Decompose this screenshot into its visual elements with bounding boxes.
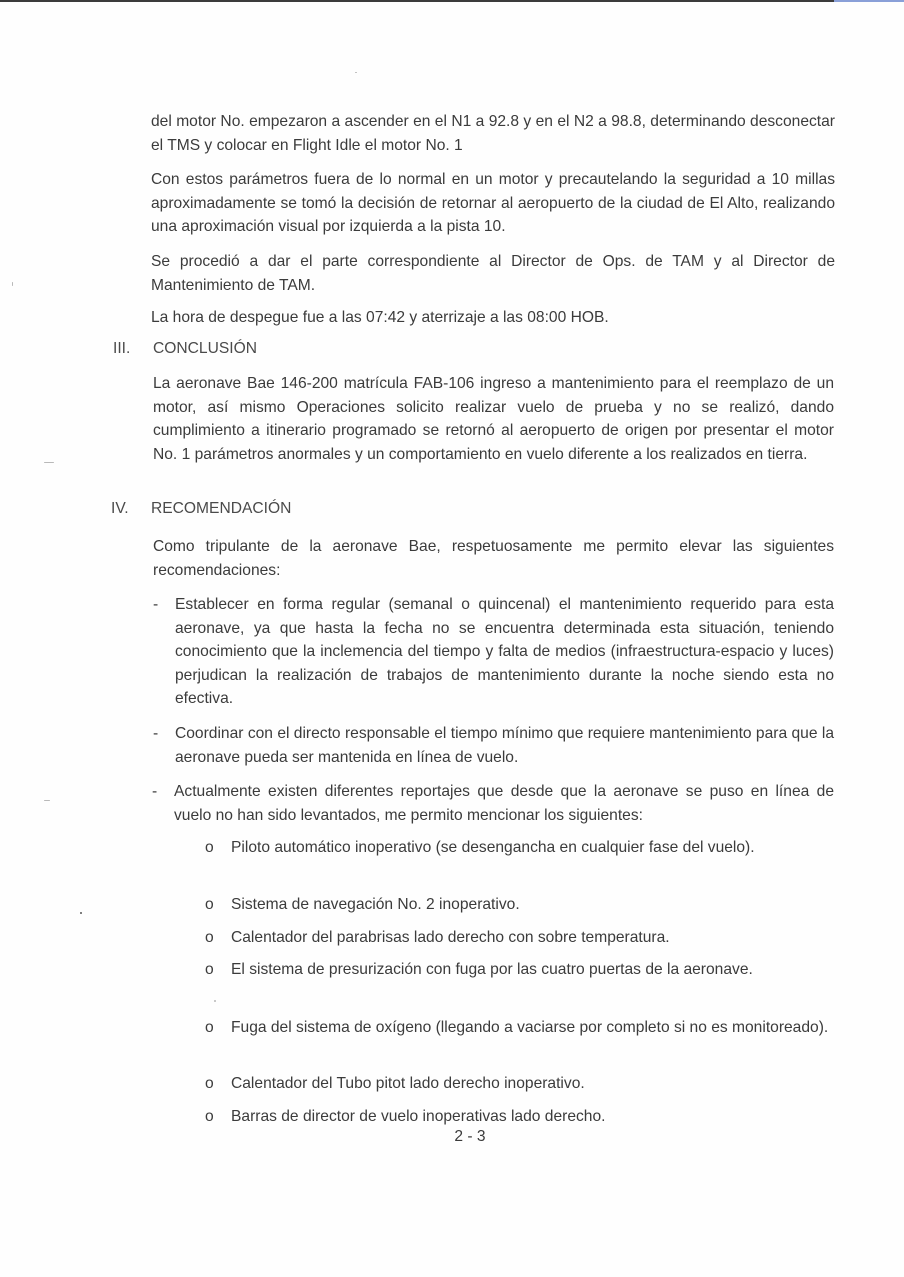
reported-issue-item bbox=[205, 836, 834, 860]
paper-speck bbox=[44, 462, 54, 463]
paper-speck bbox=[355, 72, 357, 73]
dash-marker: - bbox=[153, 725, 159, 742]
paper-speck bbox=[80, 912, 82, 914]
paragraph-times: La hora de despegue fue a las 07:42 y aterrizaje a las 08:00 HOB. bbox=[151, 309, 609, 326]
paragraph-return-decision: Con estos parámetros fuera de lo normal en un motor y precautelando la seguridad a 10 millas aproximadamente se tomó la decisión de retornar al aeropuerto de la ciudad de El Alto, realizando una aproximación visual por izquierda a la pista 10. bbox=[151, 171, 835, 235]
reported-issue-text: Barras de director de vuelo inoperativas lado derecho. bbox=[231, 1108, 606, 1125]
section-title: CONCLUSIÓN bbox=[153, 340, 257, 357]
reported-issue-text: Sistema de navegación No. 2 inoperativo. bbox=[231, 896, 520, 913]
recommendation-item bbox=[152, 780, 834, 827]
dash-marker: - bbox=[153, 596, 159, 613]
reported-issue-text: Fuga del sistema de oxígeno (llegando a vaciarse por completo si no es monitoreado). bbox=[231, 1019, 829, 1036]
reported-issue-item bbox=[205, 1105, 834, 1129]
reported-issue-item bbox=[205, 1016, 834, 1040]
reported-issue-item bbox=[205, 958, 834, 982]
paragraph-engine-parameters: del motor No. empezaron a ascender en el N1 a 92.8 y en el N2 a 98.8, determinando desconectar el TMS y colocar en Flight Idle el motor No. 1 bbox=[151, 113, 835, 154]
circle-bullet: o bbox=[205, 1108, 214, 1125]
reported-issue-item bbox=[205, 926, 834, 950]
reported-issue-text: El sistema de presurización con fuga por las cuatro puertas de la aeronave. bbox=[231, 961, 753, 978]
paragraph-report: Se procedió a dar el parte correspondiente al Director de Ops. de TAM y al Director de Mantenimiento de TAM. bbox=[151, 253, 835, 294]
reported-issue-item bbox=[205, 893, 834, 917]
paper-speck bbox=[44, 800, 50, 801]
top-edge-rule bbox=[0, 0, 904, 2]
section-number: III. bbox=[113, 340, 131, 357]
section-number: IV. bbox=[111, 500, 129, 517]
recommendation-item bbox=[153, 722, 834, 769]
section-title: RECOMENDACIÓN bbox=[151, 500, 292, 517]
section-conclusion-heading bbox=[113, 338, 513, 360]
paper-speck bbox=[12, 282, 13, 286]
recommendation-item-text: Actualmente existen diferentes reportajes que desde que la aeronave se puso en línea de vuelo no han sido levantados, me permito mencionar los siguientes: bbox=[174, 783, 834, 824]
section-recommendation-heading bbox=[111, 498, 511, 520]
conclusion-text: La aeronave Bae 146-200 matrícula FAB-106 ingreso a mantenimiento para el reemplazo de un motor, así mismo Operaciones solicito realizar vuelo de prueba y no se realizó, dando cumplimiento a itinerario programado se retornó al aeropuerto de origen por presentar el motor No. 1 parámetros anormales y un comportamiento en vuelo diferente a los realizados en tierra. bbox=[153, 375, 834, 463]
dash-marker: - bbox=[152, 783, 158, 800]
circle-bullet: o bbox=[205, 1075, 214, 1092]
circle-bullet: o bbox=[205, 961, 214, 978]
circle-bullet: o bbox=[205, 929, 214, 946]
recommendation-item-text: Establecer en forma regular (semanal o quincenal) el mantenimiento requerido para esta aeronave, ya que hasta la fecha no se encuentra determinada esta situación, teniendo conocimiento que la inclemencia del tiempo y falta de medios (infraestructura-espacio y luces) perjudican la realización de trabajos de mantenimiento durante la noche siendo esta no efectiva. bbox=[175, 596, 834, 707]
top-edge-tint bbox=[834, 0, 904, 2]
circle-bullet: o bbox=[205, 896, 214, 913]
reported-issue-text: Calentador del parabrisas lado derecho con sobre temperatura. bbox=[231, 929, 670, 946]
paper-speck bbox=[214, 1000, 216, 1002]
circle-bullet: o bbox=[205, 1019, 214, 1036]
reported-issue-text: Piloto automático inoperativo (se desengancha en cualquier fase del vuelo). bbox=[231, 839, 755, 856]
recommendation-intro: Como tripulante de la aeronave Bae, respetuosamente me permito elevar las siguientes recomendaciones: bbox=[153, 538, 834, 579]
reported-issue-item bbox=[205, 1072, 834, 1096]
recommendation-item bbox=[153, 593, 834, 711]
circle-bullet: o bbox=[205, 839, 214, 856]
recommendation-item-text: Coordinar con el directo responsable el tiempo mínimo que requiere mantenimiento para que la aeronave pueda ser mantenida en línea de vuelo. bbox=[175, 725, 834, 766]
page-number: 2 - 3 bbox=[454, 1128, 486, 1145]
reported-issue-text: Calentador del Tubo pitot lado derecho inoperativo. bbox=[231, 1075, 585, 1092]
